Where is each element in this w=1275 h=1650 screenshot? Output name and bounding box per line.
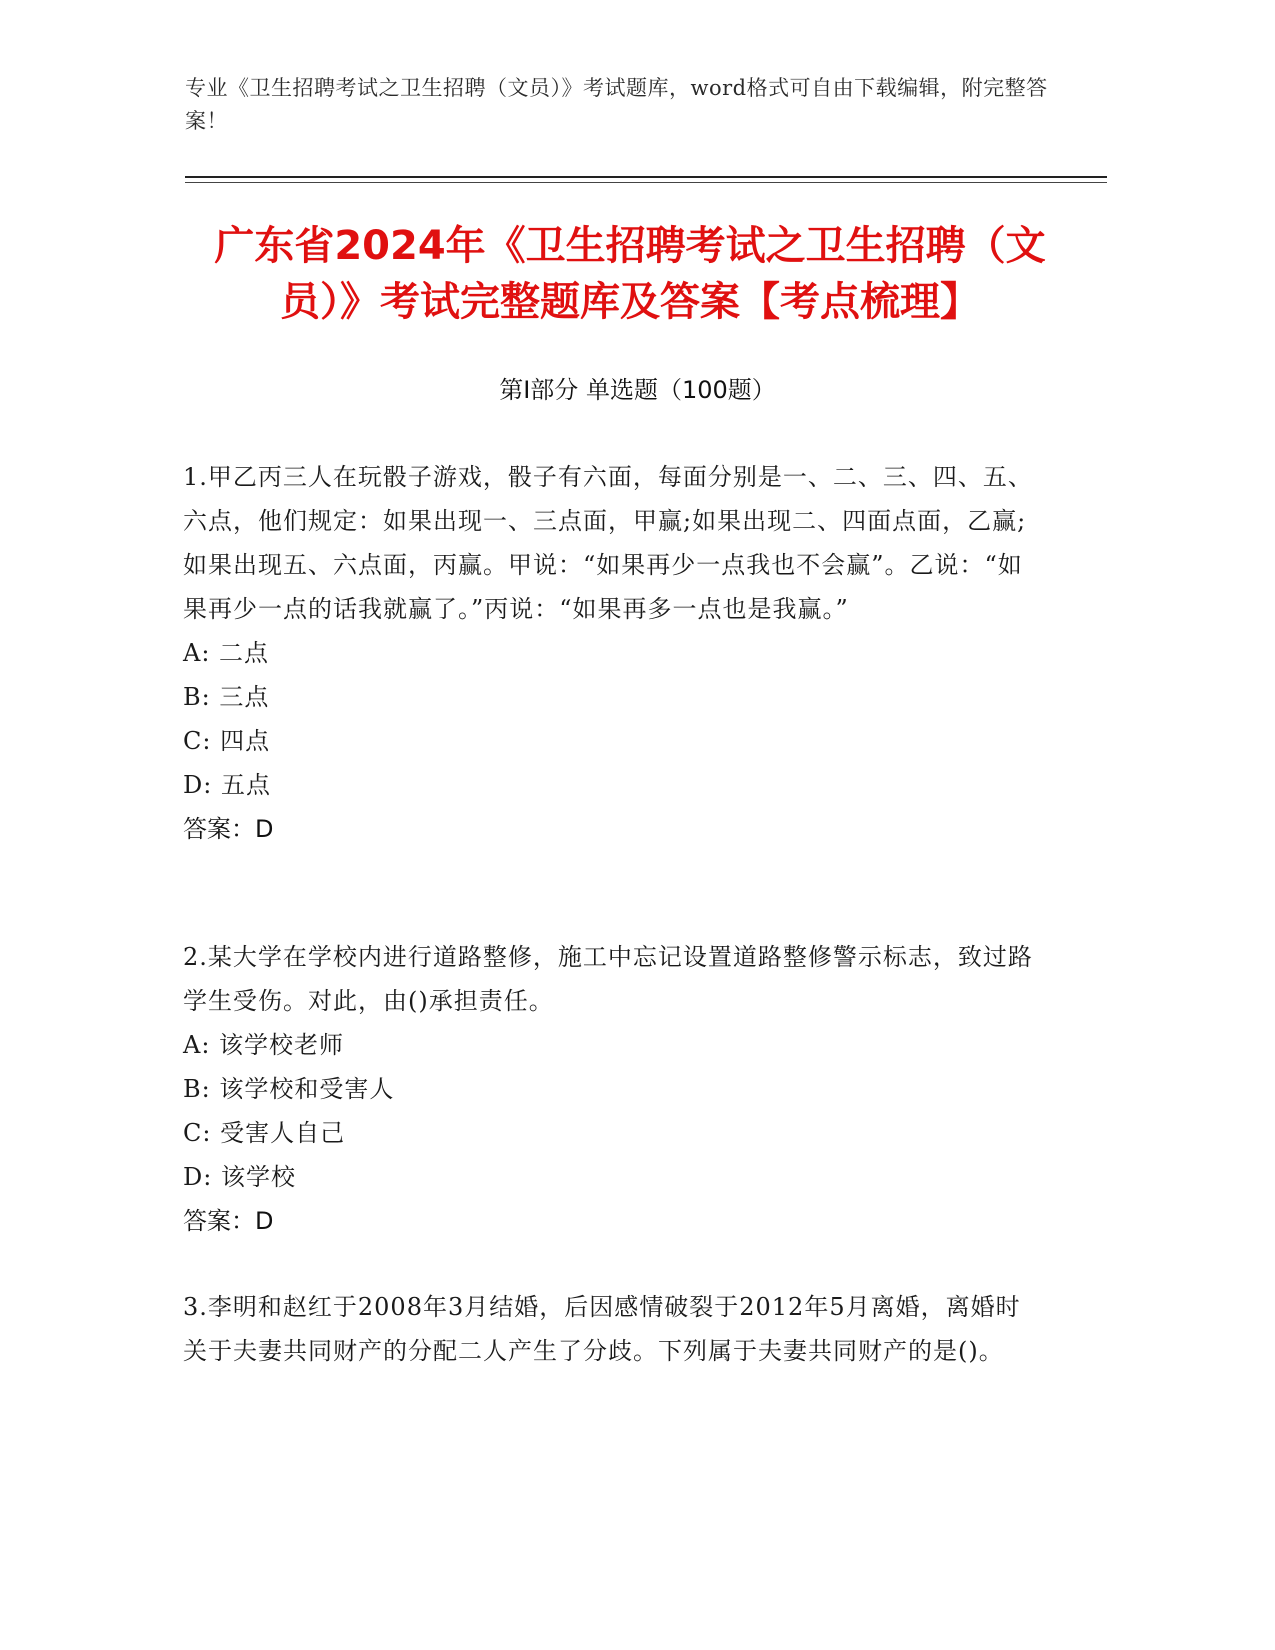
- question-stem: 3.李明和赵红于2008年3月结婚，后因感情破裂于2012年5月离婚，离婚时关于夫妻共同财产的分配二人产生了分歧。下列属于夫妻共同财产的是()。: [183, 1293, 1021, 1365]
- answer: 答案：D: [183, 815, 274, 843]
- question-stem: 2.某大学在学校内进行道路整修，施工中忘记设置道路整修警示标志，致过路学生受伤。对此，由()承担责任。: [183, 943, 1033, 1015]
- option-a: A: 该学校老师: [183, 1031, 345, 1059]
- header-note: 专业《卫生招聘考试之卫生招聘（文员）》考试题库，word格式可自由下载编辑，附完整答案！: [185, 76, 1048, 133]
- option-c: C: 受害人自己: [183, 1119, 346, 1147]
- option-c: C: 四点: [183, 727, 271, 755]
- answer: 答案：D: [183, 1207, 274, 1235]
- document-title: 广东省2024年《卫生招聘考试之卫生招聘（文员）》考试完整题库及答案【考点梳理】: [214, 223, 1046, 325]
- question-3: [183, 1285, 1043, 1373]
- header-divider-thin: [185, 182, 1107, 183]
- question-stem: 1.甲乙丙三人在玩骰子游戏，骰子有六面，每面分别是一、二、三、四、五、六点，他们规定：如果出现一、三点面，甲赢;如果出现二、四面点面，乙赢;如果出现五、六点面，丙赢。甲说：“如果再少一点我也不会赢”。乙说：“如果再少一点的话我就赢了。”丙说：“如果再多一点也是我赢。”: [183, 463, 1033, 623]
- option-b: B: 三点: [183, 683, 270, 711]
- question-1: [183, 455, 1043, 851]
- header-divider-thick: [185, 176, 1107, 178]
- option-b: B: 该学校和受害人: [183, 1075, 395, 1103]
- option-a: A: 二点: [183, 639, 270, 667]
- option-d: D: 该学校: [183, 1163, 296, 1191]
- option-d: D: 五点: [183, 771, 271, 799]
- question-2: [183, 935, 1043, 1243]
- section-title: 第Ⅰ部分 单选题（100题）: [499, 376, 776, 404]
